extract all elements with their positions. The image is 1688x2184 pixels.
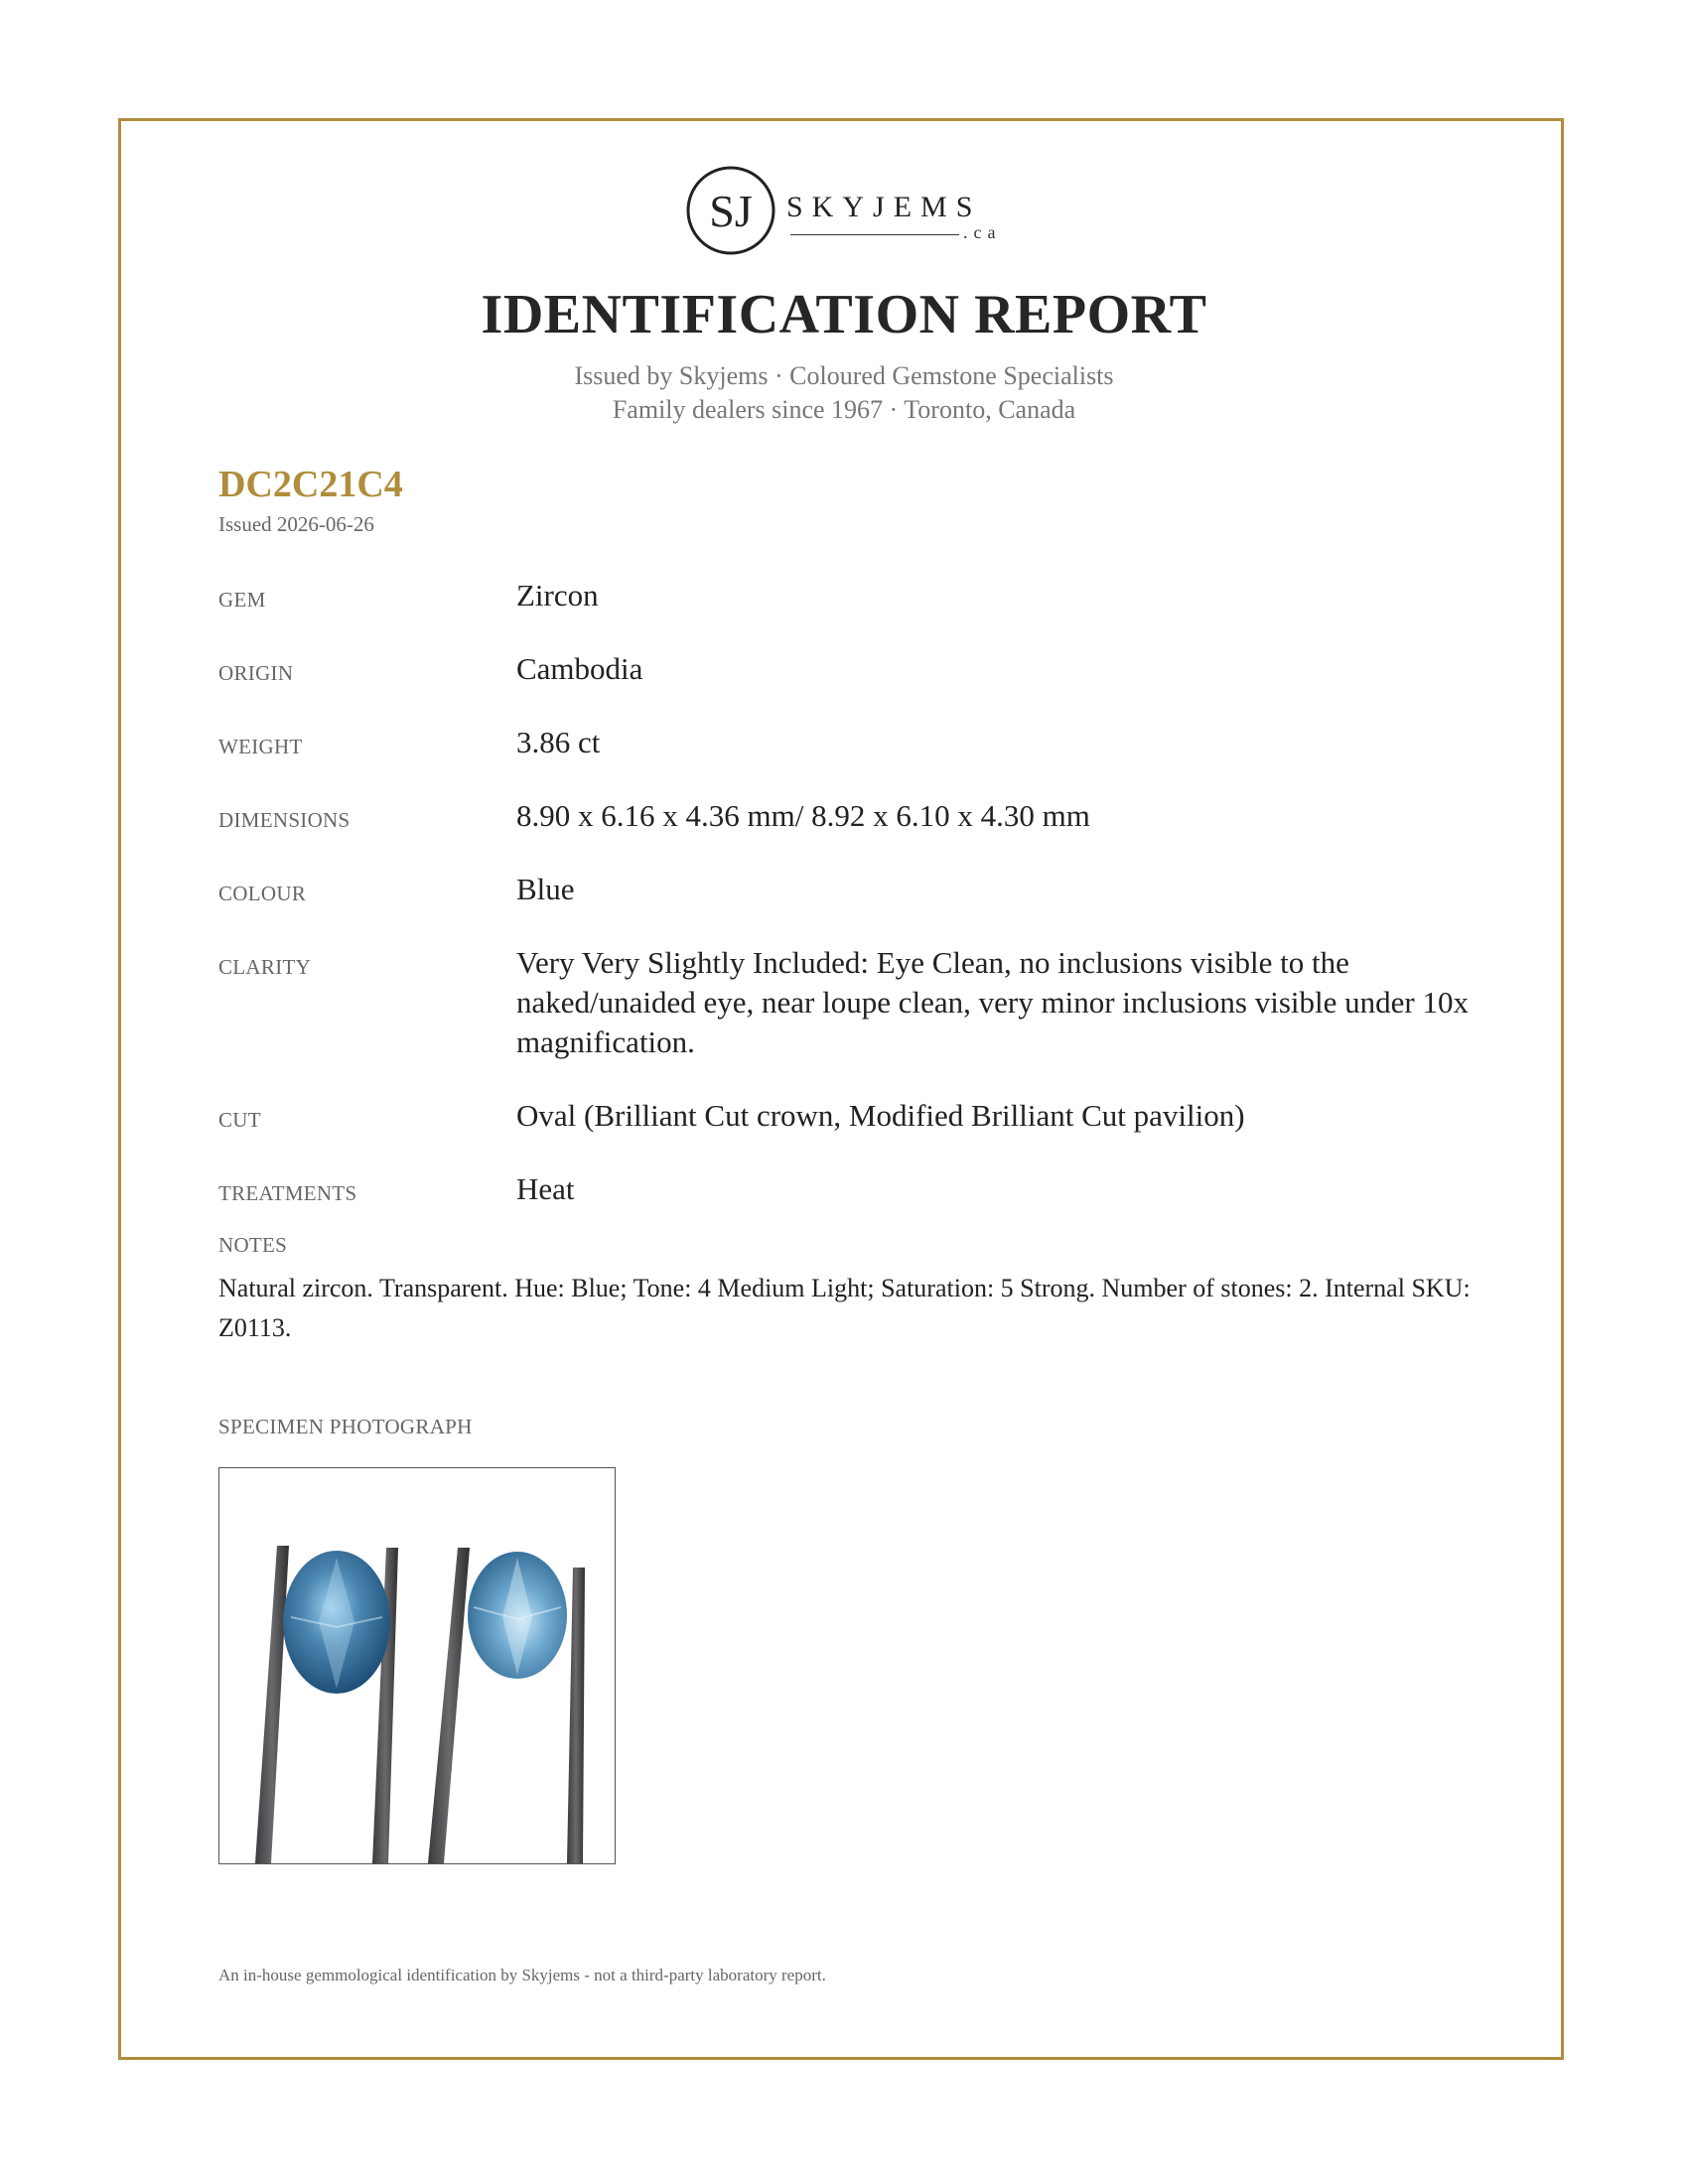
gemstones-in-tweezers-image (219, 1468, 615, 1863)
property-row-weight (218, 723, 1509, 762)
report-title: IDENTIFICATION REPORT (481, 284, 1207, 345)
property-row-origin (218, 649, 1509, 689)
property-row-cut (218, 1096, 1509, 1136)
brand-rule (790, 234, 959, 235)
property-value: Blue (516, 872, 575, 906)
svg-text:SJ: SJ (709, 186, 753, 236)
property-label: WEIGHT (218, 735, 303, 758)
property-table (218, 576, 1509, 1243)
property-value: 8.90 x 6.16 x 4.36 mm/ 8.92 x 6.10 x 4.30 mm (516, 798, 1090, 833)
property-label: TREATMENTS (218, 1181, 357, 1205)
property-label: ORIGIN (218, 661, 294, 685)
issued-date: Issued 2026-06-26 (218, 512, 374, 536)
property-value: Heat (516, 1171, 575, 1206)
property-row-gem (218, 576, 1509, 615)
skyjems-logo (685, 165, 1013, 264)
brand-tld: .ca (963, 222, 1002, 242)
property-value: Very Very Slightly Included: Eye Clean, no inclusions visible to the naked/unaided eye, near loupe clean, very minor inclusions visible under 10x magnification. (516, 945, 1469, 1059)
specimen-photograph (218, 1467, 616, 1864)
notes-label: NOTES (218, 1233, 288, 1257)
photo-label: SPECIMEN PHOTOGRAPH (218, 1415, 473, 1438)
issuer-line-1: Issued by Skyjems · Coloured Gemstone Specialists (574, 361, 1114, 390)
issuer-line-2: Family dealers since 1967 · Toronto, Canada (612, 395, 1076, 424)
property-label: GEM (218, 588, 266, 612)
property-label: CLARITY (218, 955, 312, 979)
property-row-dimensions (218, 796, 1509, 836)
property-value: Oval (Brilliant Cut crown, Modified Brilliant Cut pavilion) (516, 1098, 1245, 1133)
property-value: Cambodia (516, 651, 643, 686)
report-id: DC2C21C4 (218, 464, 403, 505)
issuer-info (0, 359, 1688, 427)
property-value: Zircon (516, 578, 599, 613)
brand-wordmark: SKYJEMS (786, 191, 982, 223)
notes-text: Natural zircon. Transparent. Hue: Blue; Tone: 4 Medium Light; Saturation: 5 Strong. Number of stones: 2. Internal SKU: Z0113. (218, 1274, 1471, 1342)
sj-monogram-icon (685, 165, 776, 256)
property-value: 3.86 ct (516, 725, 601, 759)
property-row-clarity (218, 943, 1509, 1062)
property-label: DIMENSIONS (218, 808, 351, 832)
footer-disclaimer: An in-house gemmological identification by Skyjems - not a third-party laboratory report. (218, 1966, 826, 1984)
property-row-colour (218, 870, 1509, 909)
property-row-treatments (218, 1169, 1509, 1209)
property-label: COLOUR (218, 882, 307, 905)
property-label: CUT (218, 1108, 261, 1132)
